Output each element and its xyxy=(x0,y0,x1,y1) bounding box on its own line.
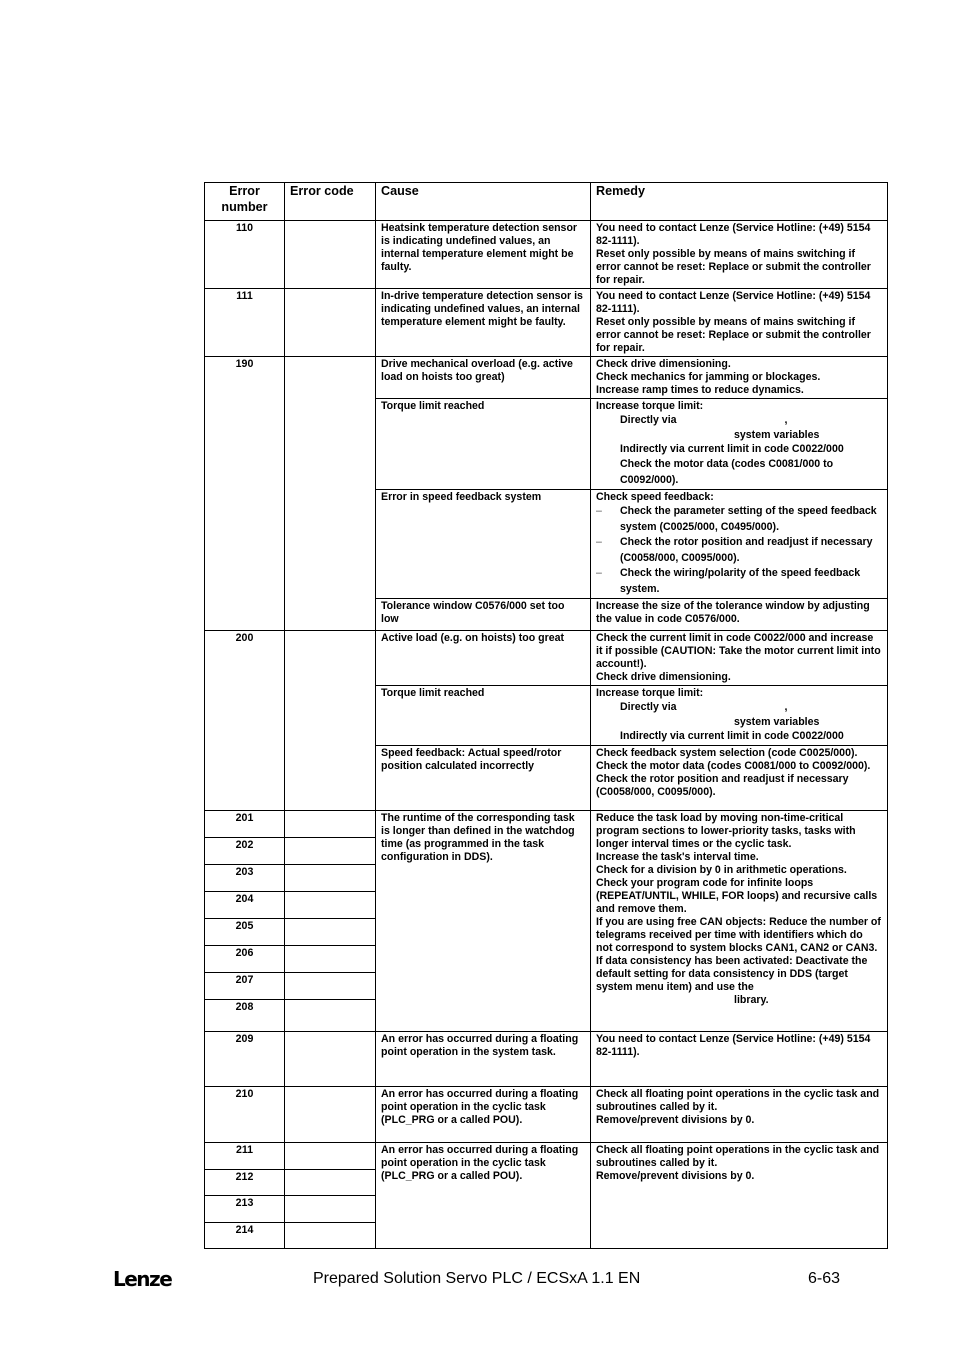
error-code xyxy=(285,919,376,946)
table-row xyxy=(205,1087,888,1143)
error-code xyxy=(285,973,376,1000)
remedy-head: Check speed feedback: xyxy=(596,491,714,503)
error-number: 212 xyxy=(205,1170,285,1196)
table-row xyxy=(205,357,888,399)
remedy-line: Remove/prevent divisions by 0. xyxy=(596,1170,755,1182)
cause-cell: An error has occurred during a floating point operation in the cyclic task (PLC_PRG or a called POU). xyxy=(376,1087,591,1143)
remedy-cell xyxy=(591,399,888,490)
error-code xyxy=(285,865,376,892)
error-number: 111 xyxy=(205,289,285,357)
cause-cell: An error has occurred during a floating point operation in the cyclic task (PLC_PRG or a called POU). xyxy=(376,1143,591,1249)
table-row xyxy=(205,631,888,686)
remedy-line: Check for a division by 0 in arithmetic operations. xyxy=(596,864,847,876)
remedy-line: Reset only possible by means of mains switching if error cannot be reset: Replace or submit the controller for repair. xyxy=(596,316,871,354)
remedy-cell xyxy=(591,1143,888,1249)
header-error-number: Error number xyxy=(205,183,285,221)
error-number: 202 xyxy=(205,838,285,865)
remedy-line: Check mechanics for jamming or blockages. xyxy=(596,371,821,383)
remedy-line: Check the motor data (codes C0081/000 to C0092/000). xyxy=(596,760,871,772)
error-code xyxy=(285,1000,376,1032)
error-number: 210 xyxy=(205,1087,285,1143)
error-code xyxy=(285,892,376,919)
cause-cell: Torque limit reached xyxy=(376,399,591,490)
table-row xyxy=(205,1032,888,1087)
remedy-cell xyxy=(591,1087,888,1143)
error-code xyxy=(285,1087,376,1143)
cause-cell: An error has occurred during a floating point operation in the system task. xyxy=(376,1032,591,1087)
remedy-line: Reset only possible by means of mains switching if error cannot be reset: Replace or submit the controller for repair. xyxy=(596,248,871,286)
error-code xyxy=(285,1196,376,1223)
remedy-cell xyxy=(591,289,888,357)
table-header-row xyxy=(205,183,888,221)
remedy-item xyxy=(596,566,882,597)
error-number: 200 xyxy=(205,631,285,811)
cause-cell: Torque limit reached xyxy=(376,686,591,746)
remedy-line: Increase ramp times to reduce dynamics. xyxy=(596,384,804,396)
remedy-item: Indirectly via current limit in code C0022/000 xyxy=(620,729,844,742)
error-table xyxy=(204,182,888,1249)
remedy-item-text: Directly via xyxy=(620,414,677,426)
remedy-line: Check feedback system selection (code C0025/000). xyxy=(596,747,858,759)
remedy-item-text: , xyxy=(784,414,788,426)
error-number: 213 xyxy=(205,1196,285,1223)
cause-cell: The runtime of the corresponding task is longer than defined in the watchdog time (as programmed in the task configuration in DDS). xyxy=(376,811,591,1032)
page-number: 6-63 xyxy=(808,1270,841,1287)
table-row xyxy=(205,1143,888,1170)
error-number: 201 xyxy=(205,811,285,838)
remedy-line: Check drive dimensioning. xyxy=(596,671,731,683)
remedy-item: system variables xyxy=(734,715,820,728)
error-number: 204 xyxy=(205,892,285,919)
cause-cell: In-drive temperature detection sensor is indicating undefined values, an internal temperature element might be faulty. xyxy=(376,289,591,357)
remedy-line: Check all floating point operations in the cyclic task and subroutines called by it. xyxy=(596,1144,880,1169)
header-remedy: Remedy xyxy=(591,183,888,221)
cause-cell: Drive mechanical overload (e.g. active load on hoists too great) xyxy=(376,357,591,399)
remedy-item xyxy=(596,700,882,716)
footer-title: Prepared Solution Servo PLC / ECSxA 1.1 EN xyxy=(313,1270,641,1287)
cause-cell: Heatsink temperature detection sensor is indicating undefined values, an internal temperature element might be faulty. xyxy=(376,221,591,289)
remedy-cell xyxy=(591,357,888,399)
error-code xyxy=(285,838,376,865)
error-code xyxy=(285,946,376,973)
error-number: 209 xyxy=(205,1032,285,1087)
remedy-item: system variables xyxy=(734,428,820,441)
remedy-item-text: Check the wiring/polarity of the speed feedback system. xyxy=(620,567,861,595)
remedy-item xyxy=(596,504,882,535)
dash-bullet: – xyxy=(596,567,602,579)
error-code xyxy=(285,1032,376,1087)
error-number: 214 xyxy=(205,1223,285,1249)
cause-cell: Error in speed feedback system xyxy=(376,490,591,599)
remedy-line: Remove/prevent divisions by 0. xyxy=(596,1114,755,1126)
error-code xyxy=(285,221,376,289)
remedy-cell xyxy=(591,631,888,686)
cause-cell: Speed feedback: Actual speed/rotor position calculated incorrectly xyxy=(376,746,591,811)
table-row xyxy=(205,289,888,357)
error-code xyxy=(285,289,376,357)
remedy-cell xyxy=(591,221,888,289)
header-error-code: Error code xyxy=(285,183,376,221)
cause-cell: Active load (e.g. on hoists) too great xyxy=(376,631,591,686)
remedy-item: Check the motor data (codes C0081/000 to C0092/000). xyxy=(620,458,834,486)
remedy-line: Check all floating point operations in the cyclic task and subroutines called by it. xyxy=(596,1088,880,1113)
error-number: 203 xyxy=(205,865,285,892)
remedy-line: You need to contact Lenze (Service Hotline: (+49) 5154 82-1111). xyxy=(596,222,871,247)
error-number: 211 xyxy=(205,1143,285,1170)
remedy-head: Increase torque limit: xyxy=(596,400,704,412)
remedy-item: Indirectly via current limit in code C0022/000 xyxy=(620,442,844,455)
lenze-logo: Lenze xyxy=(113,1267,172,1291)
remedy-item xyxy=(596,413,882,429)
dash-bullet: – xyxy=(596,536,602,548)
error-code xyxy=(285,1223,376,1249)
remedy-cell xyxy=(591,490,888,599)
header-cause: Cause xyxy=(376,183,591,221)
remedy-item-text: Directly via xyxy=(620,701,677,713)
remedy-item-text: Check the parameter setting of the speed feedback system (C0025/000, C0495/000). xyxy=(620,505,877,533)
remedy-line: If data consistency has been activated: Deactivate the default setting for data consistency in DDS (target system menu item) and use the xyxy=(596,955,868,993)
remedy-cell xyxy=(591,746,888,811)
table-row xyxy=(205,811,888,838)
remedy-line: Increase the task's interval time. xyxy=(596,851,759,863)
remedy-head: Increase torque limit: xyxy=(596,687,704,699)
remedy-line: Check your program code for infinite loops (REPEAT/UNTIL, WHILE, FOR loops) and recursive calls and remove them. xyxy=(596,877,878,915)
cause-cell: Tolerance window C0576/000 set too low xyxy=(376,599,591,631)
error-number: 110 xyxy=(205,221,285,289)
remedy-item xyxy=(596,535,882,566)
remedy-cell: Increase the size of the tolerance window by adjusting the value in code C0576/000. xyxy=(591,599,888,631)
error-number: 207 xyxy=(205,973,285,1000)
remedy-cell xyxy=(591,811,888,1032)
table-row xyxy=(205,221,888,289)
dash-bullet: – xyxy=(596,505,602,517)
error-number: 190 xyxy=(205,357,285,631)
error-code xyxy=(285,631,376,811)
error-number: 205 xyxy=(205,919,285,946)
error-code xyxy=(285,1143,376,1170)
remedy-cell: You need to contact Lenze (Service Hotline: (+49) 5154 82-1111). xyxy=(591,1032,888,1087)
remedy-line: You need to contact Lenze (Service Hotline: (+49) 5154 82-1111). xyxy=(596,290,871,315)
remedy-line: Reduce the task load by moving non-time-critical program sections to lower-priority tasks, tasks with longer interval times or the cyclic task. xyxy=(596,812,856,850)
remedy-item-text: Check the rotor position and readjust if necessary (C0058/000, C0095/000). xyxy=(620,536,873,564)
error-code xyxy=(285,357,376,631)
remedy-item-text: , xyxy=(784,701,788,713)
error-number: 208 xyxy=(205,1000,285,1032)
error-code xyxy=(285,1170,376,1196)
remedy-line: Check the rotor position and readjust if necessary (C0058/000, C0095/000). xyxy=(596,773,849,798)
remedy-line: If you are using free CAN objects: Reduce the number of telegrams received per time with identifiers which do not correspond to system blocks CAN1, CAN2 or CAN3. xyxy=(596,916,881,954)
remedy-line: Check drive dimensioning. xyxy=(596,358,731,370)
error-code xyxy=(285,811,376,838)
error-number: 206 xyxy=(205,946,285,973)
remedy-cell xyxy=(591,686,888,746)
remedy-line: library. xyxy=(734,994,769,1006)
remedy-line: Check the current limit in code C0022/000 and increase it if possible (CAUTION: Take the motor current limit into account!). xyxy=(596,632,881,670)
